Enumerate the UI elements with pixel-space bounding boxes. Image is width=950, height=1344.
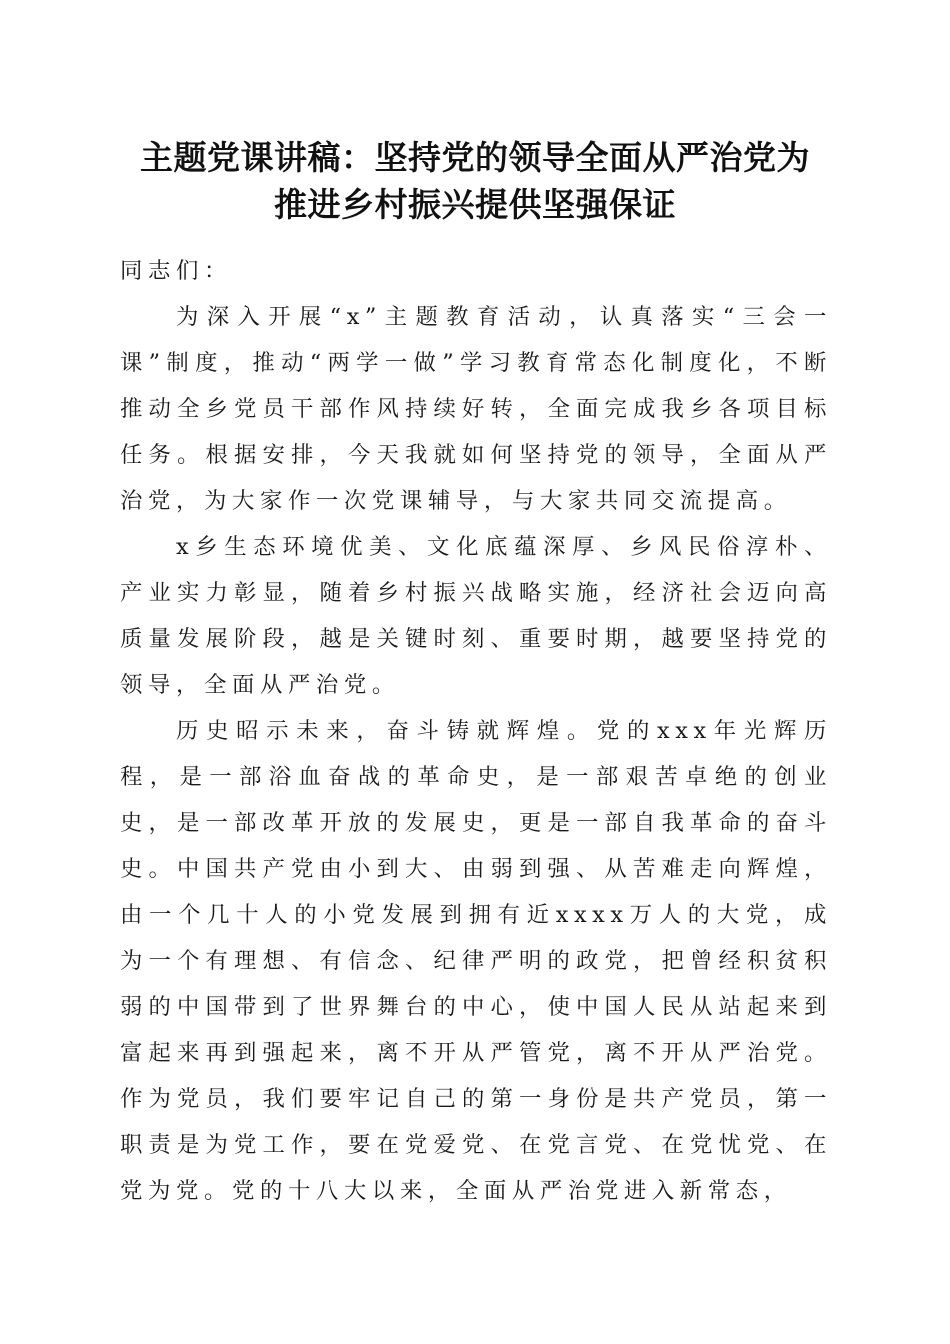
- document-body: [120, 248, 832, 1214]
- salutation: 同志们：: [120, 258, 232, 284]
- document-title: [110, 134, 840, 228]
- paragraph-3: 历史昭示未来，奋斗铸就辉煌。党的xxx年光辉历程，是一部浴血奋战的革命史，是一部艰苦卓绝的创业史，是一部改革开放的发展史，更是一部自我革命的奋斗史。中国共产党由小到大、由弱到强、从苦难走向辉煌，由一个几十人的小党发展到拥有近xxxx万人的大党，成为一个有理想、有信念、纪律严明的政党，把曾经积贫积弱的中国带到了世界舞台的中心，使中国人民从站起来到富起来再到强起来，离不开从严管党，离不开从严治党。作为党员，我们要牢记自己的第一身份是共产党员，第一职责是为党工作，要在党爱党、在党言党、在党忧党、在党为党。党的十八大以来，全面从严治党进入新常态，: [120, 718, 832, 1204]
- title-line-2: 推进乡村振兴提供坚强保证: [274, 185, 676, 224]
- paragraph-2: x乡生态环境优美、文化底蕴深厚、乡风民俗淳朴、产业实力彰显，随着乡村振兴战略实施，经济社会迈向高质量发展阶段，越是关键时刻、重要时期，越要坚持党的领导，全面从严治党。: [120, 534, 832, 698]
- title-line-1: 主题党课讲稿：坚持党的领导全面从严治党为: [140, 138, 810, 177]
- paragraph-1: 为深入开展“x”主题教育活动，认真落实“三会一课”制度，推动“两学一做”学习教育常态化制度化，不断推动全乡党员干部作风持续好转，全面完成我乡各项目标任务。根据安排，今天我就如何坚持党的领导，全面从严治党，为大家作一次党课辅导，与大家共同交流提高。: [120, 304, 832, 514]
